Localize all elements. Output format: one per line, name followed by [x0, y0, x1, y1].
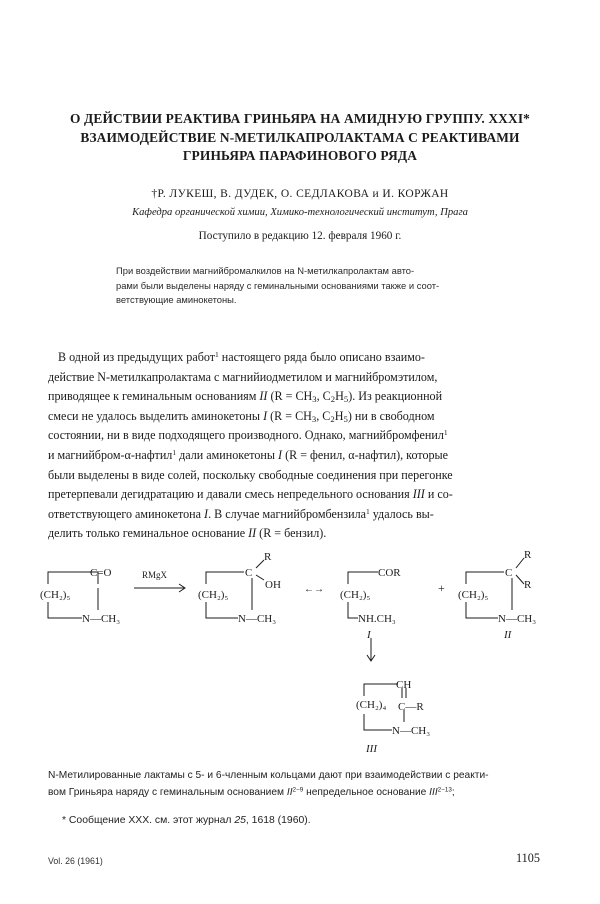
body-line: были выделены в виде солей, поскольку свободные соединения при перегонке	[48, 467, 453, 482]
r-substituent-label: R	[524, 549, 532, 561]
body-line: действие N-метилкапролактама с магнийиодметилом и магнийбромэтилом,	[48, 369, 438, 384]
continuation-line: вом Гриньяра наряду с геминальным основанием $II^{2-9}$ непредельное основание $III^{2-13}$;	[48, 786, 455, 798]
ketone-group-label: COR	[378, 567, 401, 579]
compound-label-iii: III	[366, 743, 377, 755]
n-methyl-label: N—CH₃	[392, 725, 431, 737]
continuation-text	[48, 767, 568, 801]
enamine-ring-bond	[364, 684, 398, 696]
authors: †Р. ЛУКЕШ, В. ДУДЕК, О. СЕДЛАКОВА и И. КОРЖАН	[151, 188, 449, 200]
page-number: 1105	[516, 851, 540, 865]
body-line: смеси не удалось выделить аминокетоны I ($R = CH_3$, $C_2H_5$) ни в свободном	[48, 408, 435, 424]
body-line: ответствующего аминокетона I. В случае магнийбромбензила$^1$ удалось вы-	[48, 506, 434, 521]
body-line: делить только геминальное основание II (R = бензил).	[48, 526, 327, 541]
carbon-label: C	[245, 567, 253, 579]
bond-lines	[48, 558, 524, 730]
reaction-arrow	[134, 584, 185, 592]
affiliation: Кафедра органической химии, Химико-технологический институт, Прага	[132, 207, 468, 218]
footnote: * Сообщение XXX. см. этот журнал 25, 1618 (1960).	[62, 815, 311, 826]
methylene-chain-label: (CH₂)₅	[340, 589, 371, 601]
carbon-label: C	[505, 567, 513, 579]
enamine-ring-bond	[364, 714, 392, 730]
n-methyl-label: N—CH₃	[82, 613, 121, 625]
n-methyl-label: N—CH₃	[498, 613, 537, 625]
reaction-scheme-svg	[38, 548, 568, 758]
methylene-chain-label: (CH₂)₅	[198, 589, 229, 601]
geminal-r-bond	[516, 558, 524, 568]
article-title	[40, 110, 560, 166]
body-line: и магнийбром-α-нафтил$^1$ дали аминокетоны I (R = фенил, α-нафтил), которые	[48, 447, 449, 462]
r-substituent-label: R	[524, 579, 532, 591]
body-line: претерпевали дегидратацию и давали смесь непредельного основания III и со-	[48, 487, 453, 502]
methylene-chain-label: (CH₂)₅	[40, 589, 71, 601]
body-text	[48, 348, 568, 544]
lactam-ring-bond	[48, 602, 82, 618]
carbonyl-label: C=O	[90, 567, 112, 579]
geminal-r-bond	[516, 575, 524, 584]
carbinol-ring-bond	[206, 602, 238, 618]
carbinol-r-bond	[256, 560, 264, 568]
aminoketone-chain-bond	[348, 572, 378, 584]
compound-label-i: I	[367, 629, 371, 641]
title-line-3: ГРИНЬЯРА ПАРАФИНОВОГО РЯДА	[182, 148, 418, 163]
body-line: состоянии, ни в виде подходящего производного. Однако, магнийбромфенил$^1$	[48, 428, 448, 443]
methylamino-label: NH.CH₃	[358, 613, 396, 625]
aminoketone-chain-bond	[348, 602, 358, 618]
plus-sign: +	[438, 581, 445, 595]
methylene-chain-label: (CH₂)₄	[356, 699, 387, 711]
title-line-1: О ДЕЙСТВИИ РЕАКТИВА ГРИНЬЯРА НА АМИДНУЮ ГРУППУ. XXXI*	[69, 111, 531, 126]
body-line: В одной из предыдущих работ$^1$ настоящего ряда было описано взаимо-	[58, 349, 425, 364]
carbinol-oh-bond	[256, 575, 264, 580]
journal-volume: Vol. 26 (1961)	[48, 856, 103, 866]
abstract-line: При воздействии магнийбромалкилов на N-метилкапролактам авто-	[116, 265, 415, 276]
r-substituent-label: R	[264, 551, 272, 563]
methine-label: CH	[396, 679, 412, 691]
abstract	[116, 264, 536, 308]
reagent-label: RMgX	[142, 570, 168, 580]
reaction-scheme	[38, 548, 568, 758]
continuation-line: N-Метилированные лактамы с 5- и 6-членным кольцами дают при взаимодействии с реакти-	[48, 770, 489, 781]
equilibrium-arrow: ←→	[304, 584, 324, 595]
c-r-label: C—R	[398, 701, 424, 713]
body-line: приводящее к геминальным основаниям II ($R = CH_3$, $C_2H_5$). Из реакционной	[48, 389, 443, 405]
methylene-chain-label: (CH₂)₅	[458, 589, 489, 601]
geminal-ring-bond	[466, 572, 504, 584]
received-date: Поступило в редакцию 12. февраля 1960 г.	[198, 230, 402, 242]
compound-label-ii: II	[504, 629, 512, 641]
n-methyl-label: N—CH₃	[238, 613, 277, 625]
abstract-line: рами были выделены наряду с геминальными основаниями также и соот-	[116, 279, 440, 291]
hydroxyl-label: OH	[265, 579, 281, 591]
title-line-2: ВЗАИМОДЕЙСТВИЕ N-МЕТИЛКАПРОЛАКТАМА С РЕАКТИВАМИ	[80, 129, 520, 145]
abstract-line: ветствующие аминокетоны.	[116, 294, 237, 305]
geminal-ring-bond	[466, 602, 498, 618]
carbinol-ring-bond	[206, 572, 244, 584]
